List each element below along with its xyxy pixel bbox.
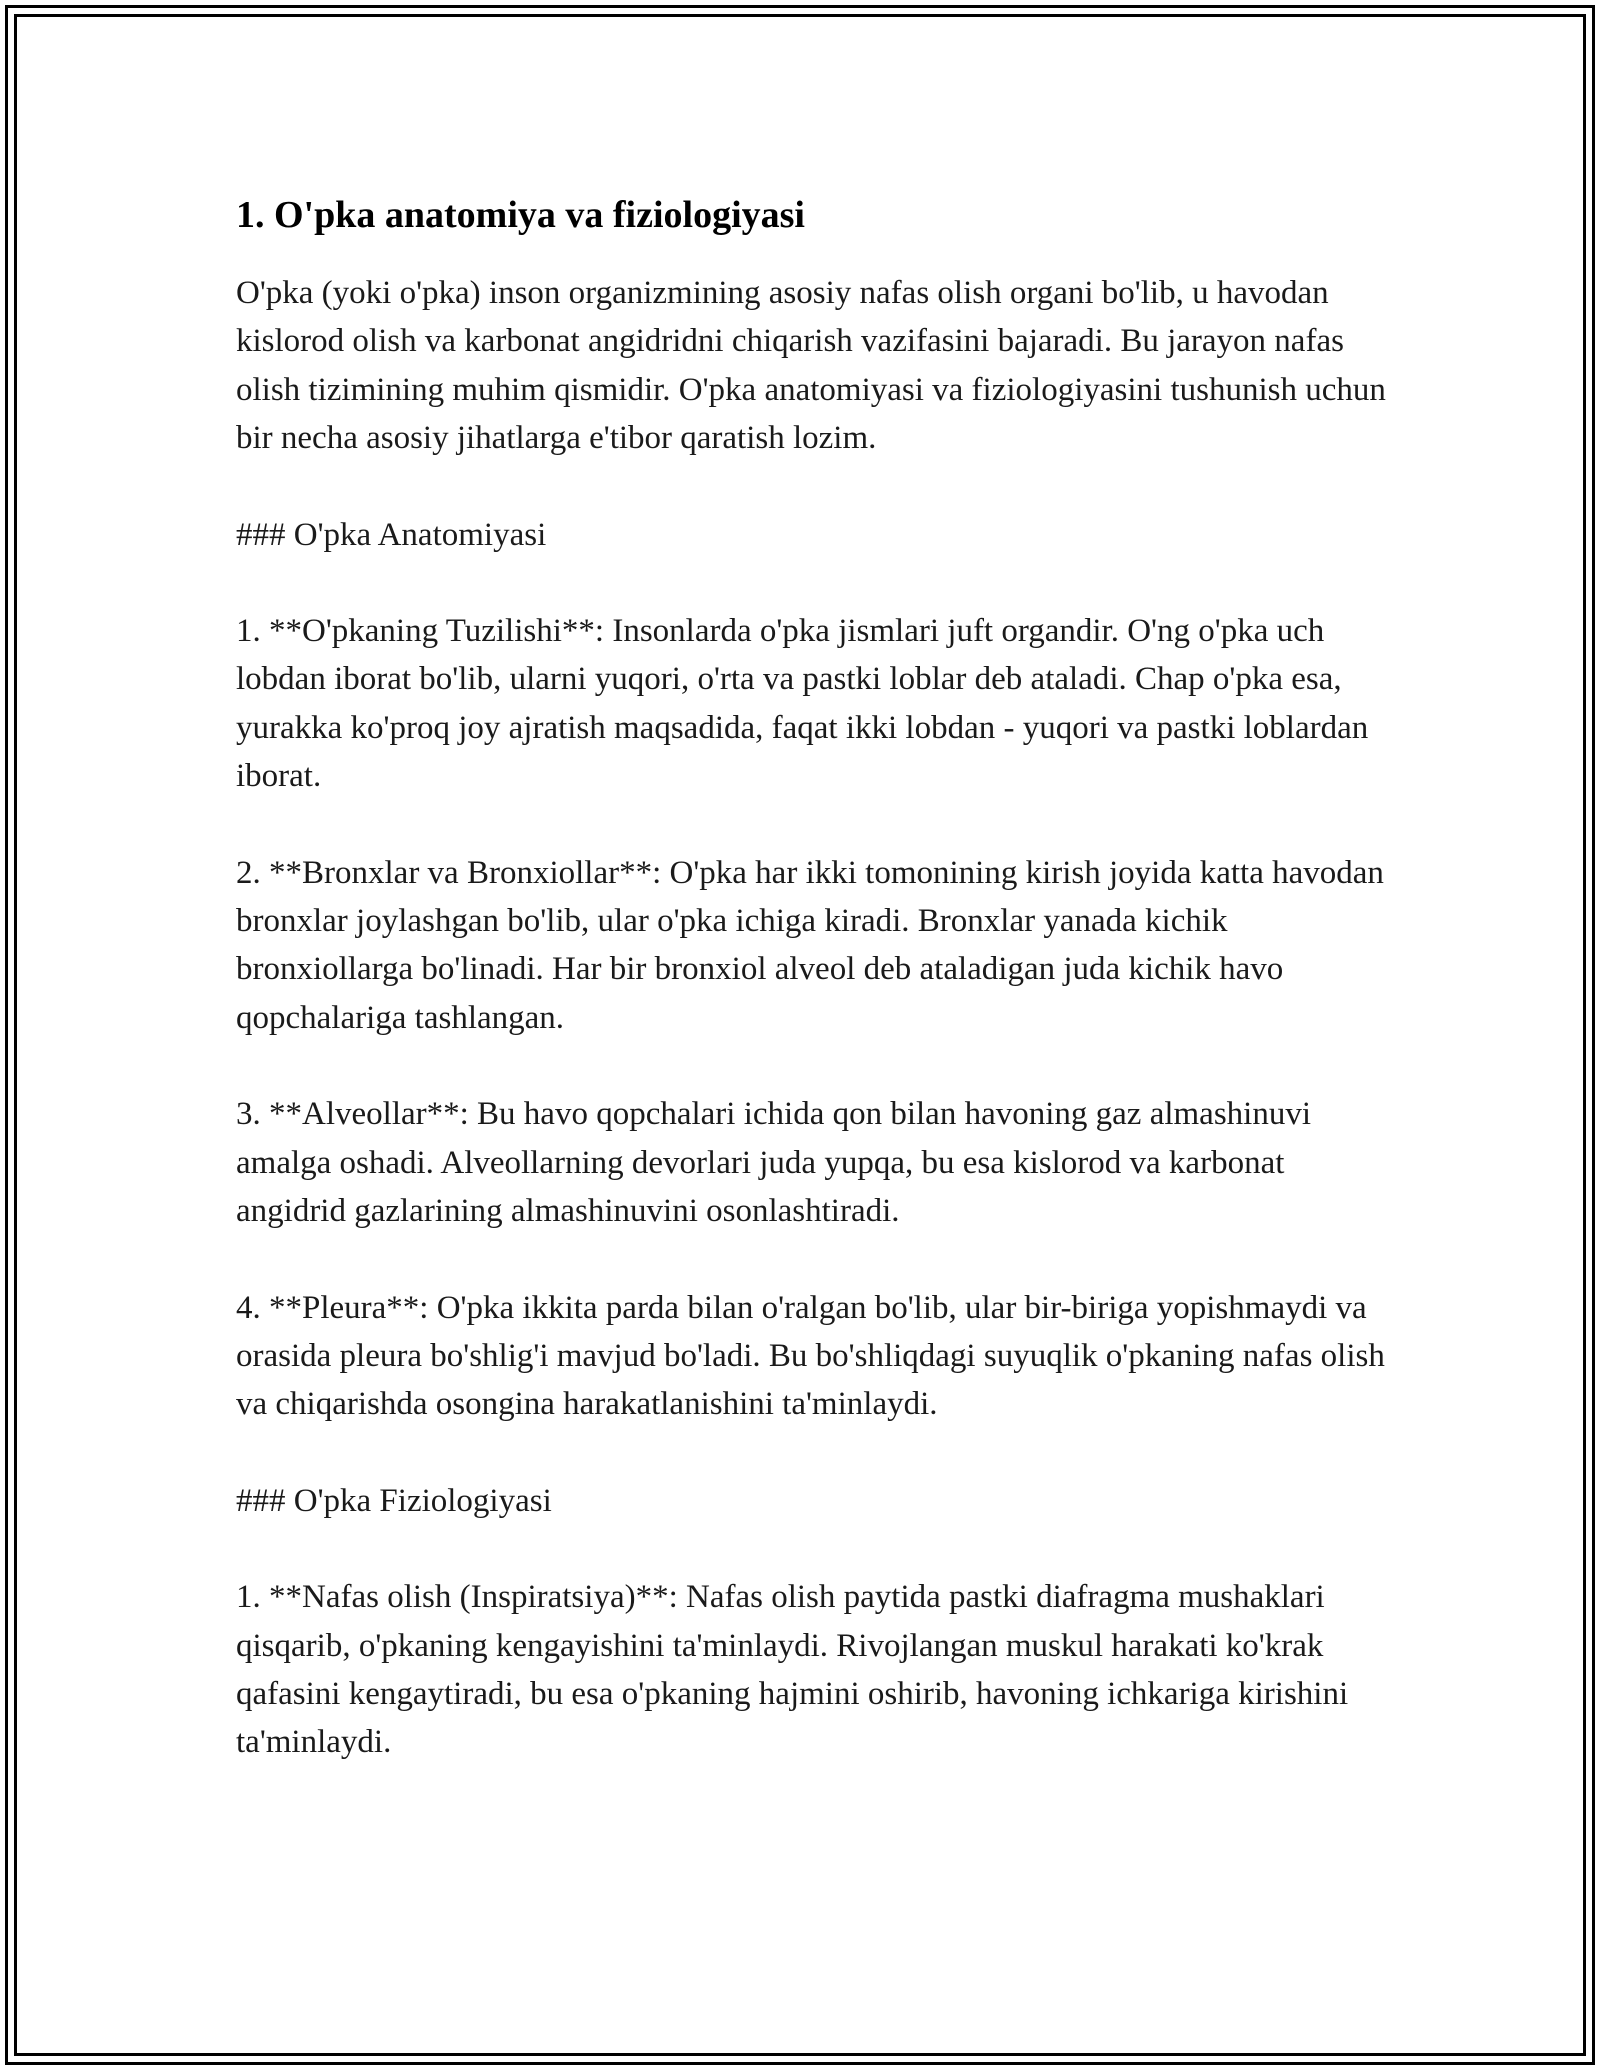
anatomy-item-pleura: 4. **Pleura**: O'pka ikkita parda bilan o'ralgan bo'lib, ular bir-biriga yopishmaydi va orasida pleura bo'shlig'i mavjud bo'ladi. Bu bo'shliqdagi suyuqlik o'pkaning nafas olish va chiqarishda osongina harakatlanishini ta'minlaydi. <box>236 1289 1385 1423</box>
section-heading-physiology: ### O'pka Fiziologiyasi <box>236 1482 552 1519</box>
anatomy-item-structure: 1. **O'pkaning Tuzilishi**: Insonlarda o'pka jismlari juft organdir. O'ng o'pka uch lobdan iborat bo'lib, ularni yuqori, o'rta va pastki loblar deb ataladi. Chap o'pka esa, yurakka ko'proq joy ajratish maqsadida, faqat ikki lobdan - yuqori va pastki loblardan iborat. <box>236 613 1369 795</box>
document-body <box>236 183 1386 1767</box>
section-heading-anatomy: ### O'pka Anatomiyasi <box>236 516 547 553</box>
intro-paragraph: O'pka (yoki o'pka) inson organizmining asosiy nafas olish organi bo'lib, u havodan kislorod olish va karbonat angidridni chiqarish vazifasini bajaradi. Bu jarayon nafas olish tizimining muhim qismidir. O'pka anatomiyasi va fiziologiyasini tushunish uchun bir necha asosiy jihatlarga e'tibor qaratish lozim. <box>236 275 1386 457</box>
document-title: 1. O'pka anatomiya va fiziologiyasi <box>236 194 805 236</box>
physiology-item-inspiration: 1. **Nafas olish (Inspiratsiya)**: Nafas olish paytida pastki diafragma mushaklari qisqarib, o'pkaning kengayishini ta'minlaydi. Rivojlangan muskul harakati ko'krak qafasini kengaytiradi, bu esa o'pkaning hajmini oshirib, havoning ichkariga kirishini ta'minlaydi. <box>236 1579 1349 1761</box>
anatomy-item-alveoli: 3. **Alveollar**: Bu havo qopchalari ichida qon bilan havoning gaz almashinuvi amalga oshadi. Alveollarning devorlari juda yupqa, bu esa kislorod va karbonat angidrid gazlarining almashinuvini osonlashtiradi. <box>236 1096 1311 1230</box>
anatomy-item-bronchi: 2. **Bronxlar va Bronxiollar**: O'pka har ikki tomonining kirish joyida katta havodan bronxlar joylashgan bo'lib, ular o'pka ichiga kiradi. Bronxlar yanada kichik bronxiollarga bo'linadi. Har bir bronxiol alveol deb ataladigan juda kichik havo qopchalariga tashlangan. <box>236 854 1384 1036</box>
